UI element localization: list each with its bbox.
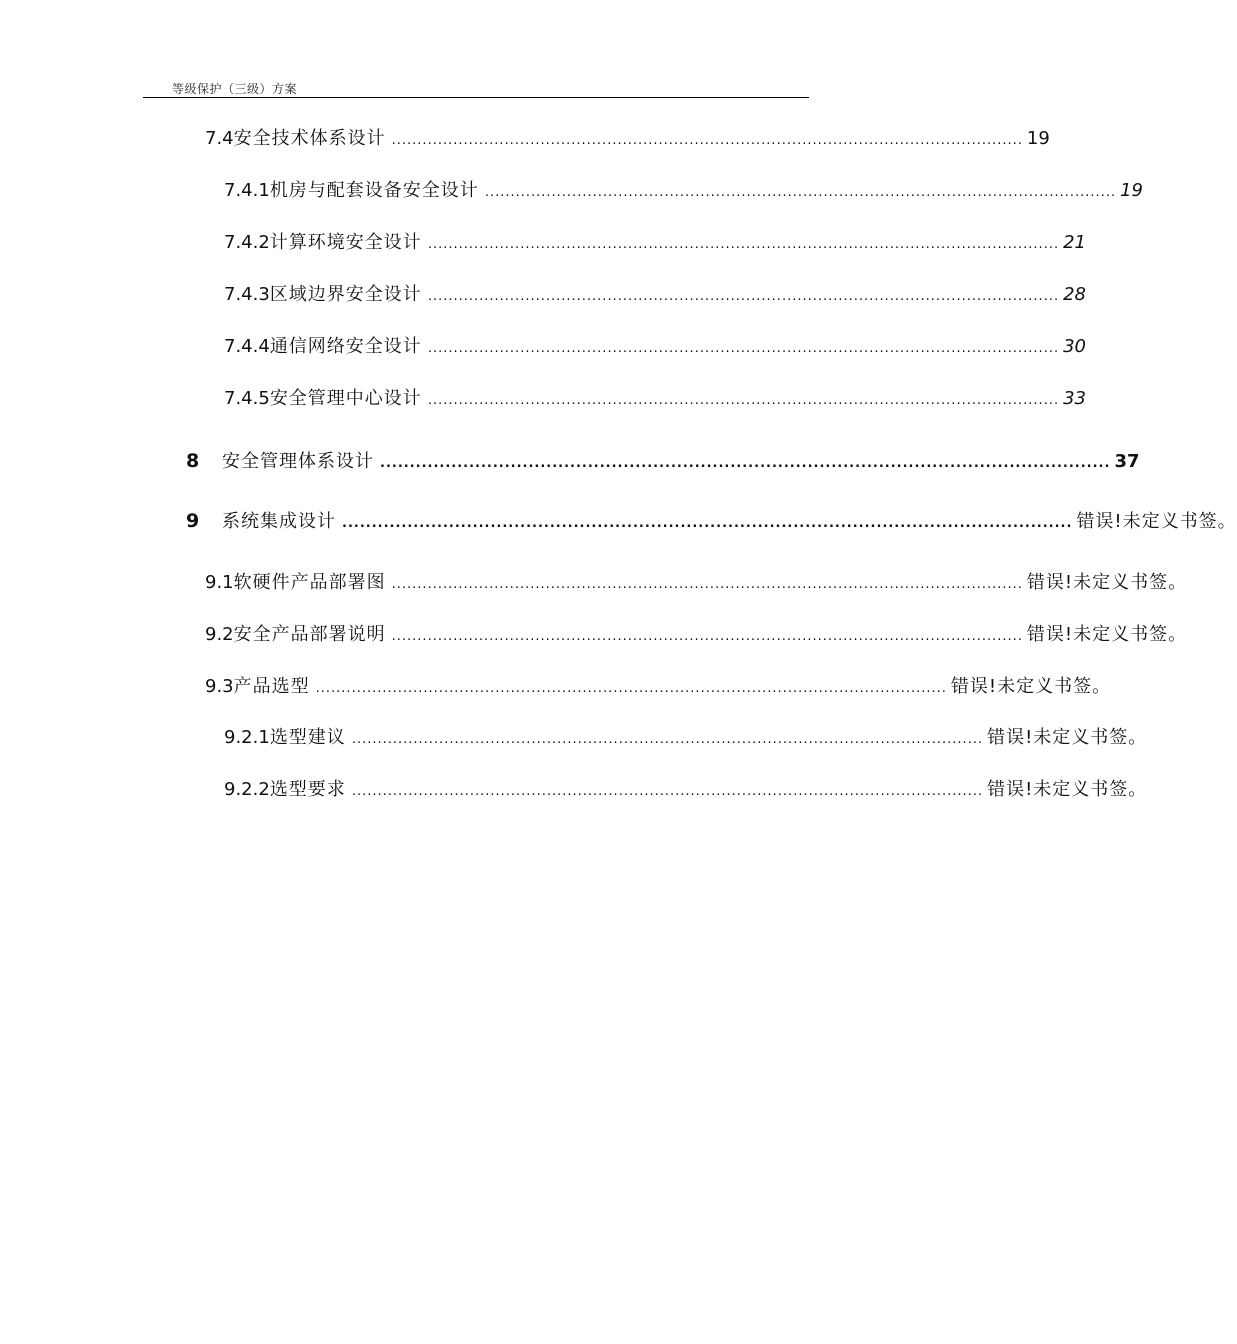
dot-leader: ........................................................................................................................... (427, 393, 1060, 408)
dot-leader: ........................................................................................................................... (427, 289, 1060, 304)
toc-entry-page: 错误!未定义书签。 (987, 779, 1148, 800)
toc-entry-page: 28 (1063, 284, 1086, 305)
dot-leader: ........................................................................................................................... (342, 516, 1073, 531)
toc-entry-9-1[interactable] (205, 568, 1188, 594)
toc-entry-9-2-2[interactable] (224, 775, 1148, 801)
toc-entry-number: 9.2.2 (224, 779, 270, 800)
toc-entry-9-2-1[interactable] (224, 723, 1148, 749)
dot-leader: ........................................................................................................................... (380, 456, 1111, 471)
dot-leader: ........................................................................................................................... (351, 732, 984, 747)
toc-entry-title: 选型要求 (269, 779, 346, 800)
dot-leader: ........................................................................................................................... (427, 341, 1060, 356)
toc-entry-title: 系统集成设计 (222, 511, 336, 532)
toc-entry-title: 安全技术体系设计 (233, 128, 386, 149)
toc-entry-7-4[interactable] (205, 124, 1050, 150)
toc-entry-number: 7.4.4 (224, 336, 270, 357)
dot-leader: ........................................................................................................................... (484, 185, 1117, 200)
running-header: 等级保护（三级）方案 (172, 82, 298, 96)
toc-entry-number: 9.3 (205, 676, 234, 697)
toc-entry-title: 安全产品部署说明 (233, 624, 386, 645)
toc-entry-number: 9.2 (205, 624, 234, 645)
toc-entry-number: 7.4.2 (224, 232, 270, 253)
toc-entry-7-4-1[interactable] (224, 176, 1143, 202)
dot-leader: ........................................................................................................................... (315, 681, 947, 696)
toc-entry-number: 9.2.1 (224, 727, 270, 748)
toc-entry-9-3[interactable] (205, 672, 1112, 698)
toc-entry-page: 37 (1114, 451, 1140, 472)
toc-entry-7-4-2[interactable] (224, 228, 1086, 254)
toc-entry-title: 计算环境安全设计 (269, 232, 422, 253)
toc-entry-number: 7.4 (205, 128, 234, 149)
toc-entry-9[interactable] (186, 507, 1237, 533)
toc-entry-title: 安全管理中心设计 (269, 388, 422, 409)
toc-entry-page: 错误!未定义书签。 (950, 676, 1112, 697)
toc-entry-title: 产品选型 (233, 676, 310, 697)
toc-entry-title: 软硬件产品部署图 (233, 572, 386, 593)
toc-entry-7-4-3[interactable] (224, 280, 1086, 306)
toc-entry-number: 7.4.1 (224, 180, 270, 201)
toc-entry-page: 错误!未定义书签。 (987, 727, 1148, 748)
toc-entry-page: 19 (1026, 128, 1050, 149)
dot-leader: ........................................................................................................................... (391, 629, 1023, 644)
toc-entry-title: 区域边界安全设计 (269, 284, 422, 305)
dot-leader: ........................................................................................................................... (391, 133, 1023, 148)
toc-entry-number: 9.1 (205, 572, 234, 593)
toc-entry-title: 机房与配套设备安全设计 (269, 180, 479, 201)
dot-leader: ........................................................................................................................... (391, 577, 1023, 592)
toc-entry-number: 9 (186, 510, 200, 532)
toc-entry-9-2[interactable] (205, 620, 1188, 646)
toc-entry-7-4-5[interactable] (224, 384, 1086, 410)
toc-entry-title: 通信网络安全设计 (269, 336, 422, 357)
toc-entry-page: 错误!未定义书签。 (1076, 511, 1237, 532)
toc-entry-page: 33 (1063, 388, 1086, 409)
toc-entry-page: 30 (1063, 336, 1086, 357)
toc-entry-8[interactable] (186, 447, 1140, 473)
toc-entry-number: 7.4.3 (224, 284, 270, 305)
toc-entry-page: 错误!未定义书签。 (1026, 624, 1188, 645)
toc-entry-title: 选型建议 (269, 727, 346, 748)
toc-entry-number: 8 (186, 450, 200, 472)
toc-entry-page: 19 (1120, 180, 1143, 201)
toc-entry-page: 21 (1063, 232, 1086, 253)
toc-entry-page: 错误!未定义书签。 (1026, 572, 1188, 593)
toc-entry-number: 7.4.5 (224, 388, 270, 409)
dot-leader: ........................................................................................................................... (351, 784, 984, 799)
toc-entry-7-4-4[interactable] (224, 332, 1086, 358)
dot-leader: ........................................................................................................................... (427, 237, 1060, 252)
toc-entry-title: 安全管理体系设计 (222, 451, 374, 472)
